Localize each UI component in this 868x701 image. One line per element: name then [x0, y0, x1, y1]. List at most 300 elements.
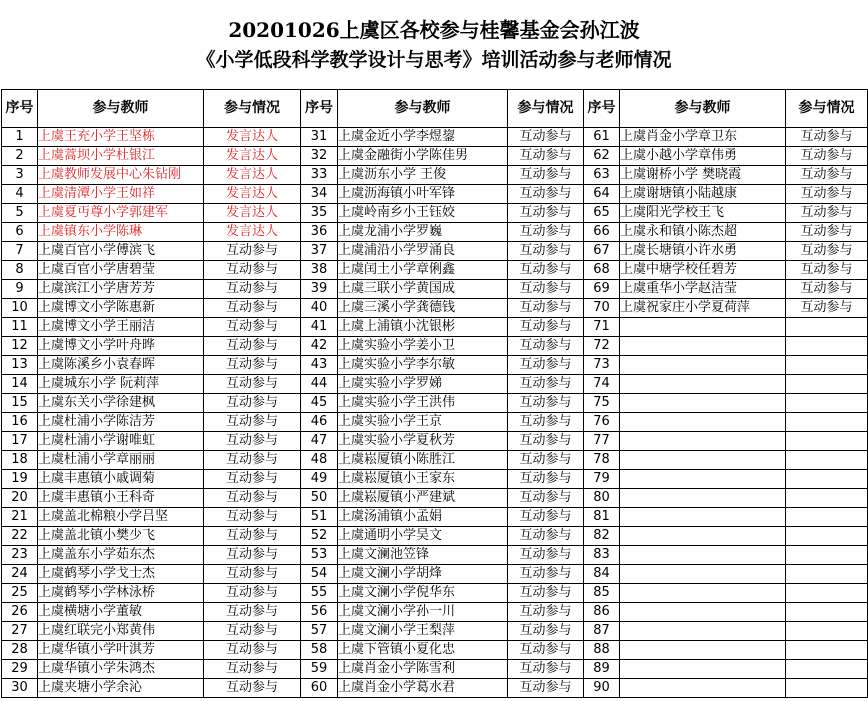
header-row	[2, 90, 868, 128]
table-row	[2, 470, 868, 489]
teacher-cell	[620, 508, 786, 527]
teacher-cell	[620, 489, 786, 508]
table-row	[2, 337, 868, 356]
status-cell: 互动参与	[508, 356, 584, 375]
table-row	[2, 565, 868, 584]
teacher-cell: 上虞夏丏尊小学郭建军	[38, 204, 204, 223]
status-cell: 发言达人	[204, 128, 301, 147]
table-row	[2, 394, 868, 413]
status-cell: 互动参与	[786, 261, 868, 280]
status-cell: 互动参与	[508, 375, 584, 394]
table-row	[2, 147, 868, 166]
row-number: 90	[584, 679, 620, 698]
teacher-cell: 上虞实验小学王京	[338, 413, 508, 432]
teacher-cell: 上虞红联完小郑黄伟	[38, 622, 204, 641]
status-cell: 互动参与	[508, 147, 584, 166]
status-cell: 互动参与	[204, 470, 301, 489]
row-number: 20	[2, 489, 38, 508]
teacher-cell: 上虞鹤琴小学林泳桥	[38, 584, 204, 603]
teacher-cell	[620, 432, 786, 451]
status-cell: 互动参与	[204, 356, 301, 375]
header-teacher-2: 参与教师	[338, 90, 508, 128]
teacher-cell: 上虞崧厦镇小陈胜江	[338, 451, 508, 470]
teacher-cell	[620, 660, 786, 679]
teacher-cell: 上虞蒿坝小学杜银江	[38, 147, 204, 166]
table-row	[2, 356, 868, 375]
status-cell: 互动参与	[786, 223, 868, 242]
status-cell: 互动参与	[204, 337, 301, 356]
teacher-cell: 上虞金近小学李煜鋆	[338, 128, 508, 147]
row-number: 7	[2, 242, 38, 261]
teacher-cell: 上虞小越小学章伟勇	[620, 147, 786, 166]
teacher-cell: 上虞陈溪乡小袁春晖	[38, 356, 204, 375]
status-cell: 发言达人	[204, 204, 301, 223]
row-number: 81	[584, 508, 620, 527]
table-row	[2, 508, 868, 527]
row-number: 13	[2, 356, 38, 375]
teacher-cell: 上虞肖金小学葛水君	[338, 679, 508, 698]
status-cell: 互动参与	[508, 394, 584, 413]
row-number: 56	[301, 603, 338, 622]
teacher-cell: 上虞崧厦镇小王家东	[338, 470, 508, 489]
status-cell	[786, 356, 868, 375]
row-number: 78	[584, 451, 620, 470]
row-number: 25	[2, 584, 38, 603]
teacher-cell: 上虞龙浦小学罗巍	[338, 223, 508, 242]
status-cell: 互动参与	[786, 204, 868, 223]
status-cell	[786, 508, 868, 527]
teacher-cell: 上虞谢塘镇小陆越康	[620, 185, 786, 204]
table-row	[2, 679, 868, 698]
teacher-cell: 上虞滨江小学唐芳芳	[38, 280, 204, 299]
row-number: 77	[584, 432, 620, 451]
status-cell: 互动参与	[508, 489, 584, 508]
row-number: 85	[584, 584, 620, 603]
status-cell: 互动参与	[508, 660, 584, 679]
status-cell: 互动参与	[786, 299, 868, 318]
row-number: 36	[301, 223, 338, 242]
row-number: 75	[584, 394, 620, 413]
table-row	[2, 299, 868, 318]
status-cell	[786, 546, 868, 565]
status-cell: 互动参与	[508, 603, 584, 622]
status-cell: 互动参与	[204, 603, 301, 622]
teacher-cell: 上虞谢桥小学 樊晓霞	[620, 166, 786, 185]
teacher-cell: 上虞实验小学夏秋芳	[338, 432, 508, 451]
teacher-cell: 上虞阳光学校王飞	[620, 204, 786, 223]
row-number: 68	[584, 261, 620, 280]
table-row	[2, 261, 868, 280]
teacher-cell	[620, 356, 786, 375]
status-cell	[786, 660, 868, 679]
table-row	[2, 489, 868, 508]
row-number: 38	[301, 261, 338, 280]
row-number: 9	[2, 280, 38, 299]
row-number: 28	[2, 641, 38, 660]
row-number: 87	[584, 622, 620, 641]
teacher-cell: 上虞沥海镇小叶军锋	[338, 185, 508, 204]
status-cell	[786, 641, 868, 660]
row-number: 31	[301, 128, 338, 147]
status-cell: 互动参与	[508, 166, 584, 185]
status-cell	[786, 451, 868, 470]
status-cell	[786, 375, 868, 394]
status-cell: 互动参与	[204, 527, 301, 546]
row-number: 55	[301, 584, 338, 603]
teacher-cell	[620, 641, 786, 660]
row-number: 64	[584, 185, 620, 204]
status-cell: 互动参与	[508, 128, 584, 147]
status-cell: 互动参与	[508, 565, 584, 584]
teacher-cell	[620, 394, 786, 413]
table-row	[2, 546, 868, 565]
row-number: 43	[301, 356, 338, 375]
row-number: 8	[2, 261, 38, 280]
status-cell: 互动参与	[786, 242, 868, 261]
teacher-cell: 上虞丰惠镇小王科奇	[38, 489, 204, 508]
teacher-cell: 上虞文澜小学孙一川	[338, 603, 508, 622]
row-number: 17	[2, 432, 38, 451]
status-cell: 互动参与	[786, 147, 868, 166]
teacher-cell: 上虞沥东小学 王俊	[338, 166, 508, 185]
status-cell	[786, 413, 868, 432]
status-cell: 互动参与	[508, 280, 584, 299]
teacher-cell: 上虞盖东小学茹东杰	[38, 546, 204, 565]
teacher-cell: 上虞实验小学罗娣	[338, 375, 508, 394]
status-cell: 互动参与	[508, 679, 584, 698]
row-number: 79	[584, 470, 620, 489]
teacher-cell: 上虞杜浦小学陈洁芳	[38, 413, 204, 432]
teacher-cell: 上虞金融街小学陈佳男	[338, 147, 508, 166]
row-number: 71	[584, 318, 620, 337]
teacher-cell: 上虞文澜小学胡烽	[338, 565, 508, 584]
status-cell: 互动参与	[204, 318, 301, 337]
teacher-cell: 上虞肖金小学陈雪利	[338, 660, 508, 679]
row-number: 33	[301, 166, 338, 185]
teacher-cell	[620, 375, 786, 394]
status-cell: 互动参与	[204, 432, 301, 451]
teacher-cell: 上虞盖北镇小樊少飞	[38, 527, 204, 546]
status-cell: 发言达人	[204, 147, 301, 166]
header-teacher-1: 参与教师	[38, 90, 204, 128]
table-row	[2, 622, 868, 641]
row-number: 46	[301, 413, 338, 432]
teacher-cell: 上虞文澜小学王梨萍	[338, 622, 508, 641]
status-cell: 互动参与	[204, 489, 301, 508]
teacher-cell: 上虞盖北棉粮小学吕坚	[38, 508, 204, 527]
teacher-cell: 上虞镇东小学陈琳	[38, 223, 204, 242]
row-number: 51	[301, 508, 338, 527]
status-cell: 发言达人	[204, 223, 301, 242]
row-number: 89	[584, 660, 620, 679]
status-cell: 互动参与	[204, 679, 301, 698]
row-number: 61	[584, 128, 620, 147]
row-number: 76	[584, 413, 620, 432]
status-cell: 发言达人	[204, 185, 301, 204]
status-cell: 互动参与	[508, 299, 584, 318]
teacher-cell	[620, 565, 786, 584]
row-number: 72	[584, 337, 620, 356]
status-cell: 互动参与	[786, 280, 868, 299]
row-number: 67	[584, 242, 620, 261]
row-number: 70	[584, 299, 620, 318]
table-row	[2, 603, 868, 622]
status-cell: 互动参与	[204, 546, 301, 565]
row-number: 1	[2, 128, 38, 147]
teacher-cell: 上虞博文小学陈惠新	[38, 299, 204, 318]
teacher-cell	[620, 546, 786, 565]
row-number: 40	[301, 299, 338, 318]
table-row	[2, 318, 868, 337]
page-title-line1: 20201026上虞区各校参与桂馨基金会孙江波	[228, 18, 640, 42]
row-number: 88	[584, 641, 620, 660]
teacher-cell: 上虞三联小学黄国成	[338, 280, 508, 299]
table-row	[2, 527, 868, 546]
teacher-cell: 上虞百官小学唐碧莹	[38, 261, 204, 280]
table-row	[2, 432, 868, 451]
status-cell: 互动参与	[508, 584, 584, 603]
status-cell	[786, 527, 868, 546]
header-status-2: 参与情况	[508, 90, 584, 128]
header-no-1: 序号	[2, 90, 38, 128]
teacher-cell: 上虞三溪小学龚德钱	[338, 299, 508, 318]
status-cell: 互动参与	[204, 413, 301, 432]
teacher-cell: 上虞教师发展中心朱钻刚	[38, 166, 204, 185]
status-cell: 发言达人	[204, 166, 301, 185]
teacher-cell: 上虞通明小学吴文	[338, 527, 508, 546]
teacher-cell: 上虞丰惠镇小戚调菊	[38, 470, 204, 489]
row-number: 66	[584, 223, 620, 242]
row-number: 4	[2, 185, 38, 204]
teacher-cell	[620, 337, 786, 356]
status-cell	[786, 337, 868, 356]
teacher-cell: 上虞岭南乡小王钰姣	[338, 204, 508, 223]
row-number: 15	[2, 394, 38, 413]
row-number: 45	[301, 394, 338, 413]
teacher-cell	[620, 679, 786, 698]
row-number: 21	[2, 508, 38, 527]
status-cell	[786, 565, 868, 584]
status-cell: 互动参与	[508, 242, 584, 261]
row-number: 3	[2, 166, 38, 185]
teacher-cell: 上虞祝家庄小学夏荷萍	[620, 299, 786, 318]
page-title-line2: 《小学低段科学教学设计与思考》培训活动参与老师情况	[196, 49, 672, 71]
row-number: 35	[301, 204, 338, 223]
row-number: 73	[584, 356, 620, 375]
row-number: 34	[301, 185, 338, 204]
teacher-cell: 上虞文澜池笠锋	[338, 546, 508, 565]
table-row	[2, 128, 868, 147]
row-number: 83	[584, 546, 620, 565]
row-number: 82	[584, 527, 620, 546]
status-cell: 互动参与	[508, 622, 584, 641]
teacher-cell: 上虞文澜小学倪华东	[338, 584, 508, 603]
teacher-cell: 上虞王充小学王坚栋	[38, 128, 204, 147]
teacher-cell	[620, 413, 786, 432]
teacher-cell	[620, 527, 786, 546]
status-cell	[786, 603, 868, 622]
teacher-cell: 上虞杜浦小学章丽丽	[38, 451, 204, 470]
teacher-cell: 上虞下管镇小夏化忠	[338, 641, 508, 660]
row-number: 30	[2, 679, 38, 698]
status-cell: 互动参与	[204, 394, 301, 413]
table-row	[2, 242, 868, 261]
title-block	[0, 0, 868, 88]
status-cell: 互动参与	[204, 565, 301, 584]
row-number: 59	[301, 660, 338, 679]
teacher-cell: 上虞肖金小学章卫东	[620, 128, 786, 147]
teacher-cell: 上虞永和镇小陈杰超	[620, 223, 786, 242]
status-cell: 互动参与	[508, 185, 584, 204]
table-row	[2, 641, 868, 660]
teacher-cell: 上虞博文小学叶舟晔	[38, 337, 204, 356]
row-number: 80	[584, 489, 620, 508]
header-status-3: 参与情况	[786, 90, 868, 128]
teacher-cell: 上虞百官小学傅滨飞	[38, 242, 204, 261]
status-cell	[786, 622, 868, 641]
row-number: 32	[301, 147, 338, 166]
teacher-cell: 上虞东关小学徐建枫	[38, 394, 204, 413]
table-row	[2, 660, 868, 679]
teacher-cell	[620, 584, 786, 603]
row-number: 65	[584, 204, 620, 223]
row-number: 44	[301, 375, 338, 394]
status-cell: 互动参与	[508, 337, 584, 356]
header-teacher-3: 参与教师	[620, 90, 786, 128]
teacher-cell: 上虞鹤琴小学戈士杰	[38, 565, 204, 584]
teacher-cell: 上虞清潭小学王如祥	[38, 185, 204, 204]
row-number: 12	[2, 337, 38, 356]
row-number: 63	[584, 166, 620, 185]
status-cell: 互动参与	[508, 641, 584, 660]
table-row	[2, 280, 868, 299]
table-row	[2, 413, 868, 432]
table-row	[2, 451, 868, 470]
status-cell: 互动参与	[508, 451, 584, 470]
status-cell: 互动参与	[786, 166, 868, 185]
row-number: 6	[2, 223, 38, 242]
row-number: 60	[301, 679, 338, 698]
teacher-cell: 上虞夹塘小学余沁	[38, 679, 204, 698]
status-cell: 互动参与	[204, 660, 301, 679]
row-number: 86	[584, 603, 620, 622]
status-cell: 互动参与	[508, 204, 584, 223]
status-cell: 互动参与	[204, 451, 301, 470]
row-number: 11	[2, 318, 38, 337]
status-cell: 互动参与	[508, 527, 584, 546]
teacher-cell: 上虞实验小学王洪伟	[338, 394, 508, 413]
row-number: 5	[2, 204, 38, 223]
status-cell: 互动参与	[508, 546, 584, 565]
status-cell	[786, 584, 868, 603]
row-number: 37	[301, 242, 338, 261]
row-number: 39	[301, 280, 338, 299]
status-cell: 互动参与	[508, 432, 584, 451]
row-number: 84	[584, 565, 620, 584]
header-no-2: 序号	[301, 90, 338, 128]
status-cell: 互动参与	[204, 622, 301, 641]
table-row	[2, 584, 868, 603]
row-number: 18	[2, 451, 38, 470]
status-cell: 互动参与	[508, 223, 584, 242]
status-cell: 互动参与	[786, 185, 868, 204]
row-number: 23	[2, 546, 38, 565]
teacher-cell: 上虞博文小学王丽洁	[38, 318, 204, 337]
row-number: 52	[301, 527, 338, 546]
teacher-cell: 上虞横塘小学董敏	[38, 603, 204, 622]
status-cell: 互动参与	[508, 413, 584, 432]
status-cell	[786, 679, 868, 698]
row-number: 58	[301, 641, 338, 660]
teacher-cell: 上虞杜浦小学谢唯虹	[38, 432, 204, 451]
status-cell: 互动参与	[204, 242, 301, 261]
row-number: 62	[584, 147, 620, 166]
row-number: 74	[584, 375, 620, 394]
row-number: 22	[2, 527, 38, 546]
teacher-cell: 上虞上浦镇小沈银彬	[338, 318, 508, 337]
table-row	[2, 166, 868, 185]
table-row	[2, 223, 868, 242]
teacher-cell: 上虞重华小学赵洁莹	[620, 280, 786, 299]
header-no-3: 序号	[584, 90, 620, 128]
teacher-cell: 上虞实验小学姜小卫	[338, 337, 508, 356]
status-cell: 互动参与	[204, 299, 301, 318]
status-cell: 互动参与	[508, 470, 584, 489]
status-cell	[786, 318, 868, 337]
status-cell	[786, 470, 868, 489]
row-number: 19	[2, 470, 38, 489]
status-cell: 互动参与	[204, 641, 301, 660]
status-cell: 互动参与	[508, 261, 584, 280]
teacher-cell	[620, 603, 786, 622]
row-number: 29	[2, 660, 38, 679]
status-cell	[786, 394, 868, 413]
row-number: 48	[301, 451, 338, 470]
row-number: 69	[584, 280, 620, 299]
table-row	[2, 375, 868, 394]
row-number: 47	[301, 432, 338, 451]
status-cell: 互动参与	[204, 584, 301, 603]
teacher-cell: 上虞浦沿小学罗涌良	[338, 242, 508, 261]
table-row	[2, 185, 868, 204]
row-number: 42	[301, 337, 338, 356]
row-number: 16	[2, 413, 38, 432]
teacher-cell	[620, 318, 786, 337]
table-row	[2, 204, 868, 223]
teacher-cell	[620, 470, 786, 489]
status-cell: 互动参与	[508, 318, 584, 337]
teacher-cell: 上虞实验小学李尔敏	[338, 356, 508, 375]
teacher-cell: 上虞华镇小学叶淇芳	[38, 641, 204, 660]
row-number: 49	[301, 470, 338, 489]
status-cell: 互动参与	[204, 261, 301, 280]
header-status-1: 参与情况	[204, 90, 301, 128]
row-number: 54	[301, 565, 338, 584]
row-number: 10	[2, 299, 38, 318]
status-cell	[786, 489, 868, 508]
row-number: 57	[301, 622, 338, 641]
participation-table	[1, 89, 868, 698]
teacher-cell: 上虞崧厦镇小严建斌	[338, 489, 508, 508]
teacher-cell	[620, 622, 786, 641]
row-number: 41	[301, 318, 338, 337]
status-cell: 互动参与	[508, 508, 584, 527]
row-number: 14	[2, 375, 38, 394]
row-number: 50	[301, 489, 338, 508]
row-number: 53	[301, 546, 338, 565]
row-number: 26	[2, 603, 38, 622]
teacher-cell: 上虞长塘镇小许水勇	[620, 242, 786, 261]
